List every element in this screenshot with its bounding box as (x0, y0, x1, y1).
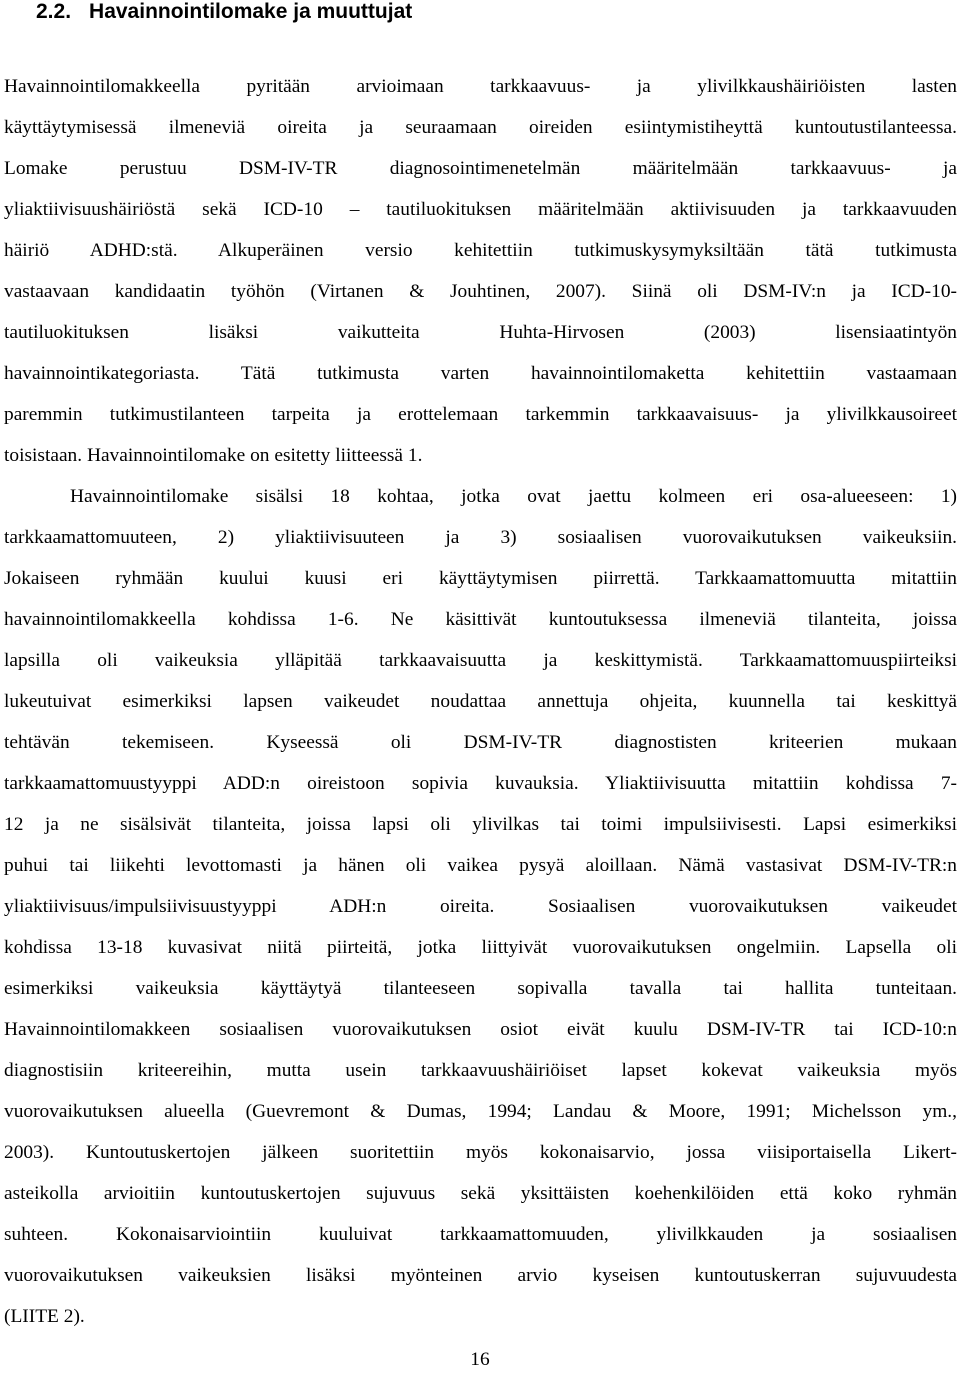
text-line: asteikolla arvioitiin kuntoutuskertojen sujuvuus sekä yksittäisten koehenkilöiden että koko ryhmän (4, 1183, 957, 1204)
text-line: yliaktiivisuus/impulsiivisuustyyppi ADH:n oireita. Sosiaalisen vuorovaikutuksen vaikeudet (4, 896, 957, 917)
text-line: puhui tai liikehti levottomasti ja hänen oli vaikea pysyä aloillaan. Nämä vastasivat DSM-IV-TR:n (4, 855, 957, 876)
section-number: 2.2. (36, 0, 72, 23)
text-line: Lomake perustuu DSM-IV-TR diagnosointimenetelmän määritelmään tarkkaavuus- ja (4, 158, 957, 179)
text-line: vuorovaikutuksen vaikeuksien lisäksi myönteinen arvio kyseisen kuntoutuskerran sujuvuudesta (4, 1265, 957, 1286)
text-line: 12 ja ne sisälsivät tilanteita, joissa lapsi oli ylivilkas tai toimi impulsiivisesti. Lapsi esimerkiksi (4, 814, 957, 835)
text-line: tarkkaamattomuustyyppi ADD:n oireistoon sopivia kuvauksia. Yliaktiivisuutta mitattiin kohdissa 7- (4, 773, 957, 794)
text-line: paremmin tutkimustilanteen tarpeita ja erottelemaan tarkemmin tarkkaavaisuus- ja ylivilkkausoireet (4, 404, 957, 425)
text-line: vastaavaan kandidaatin työhön (Virtanen & Jouhtinen, 2007). Siinä oli DSM-IV:n ja ICD-10- (4, 281, 957, 302)
text-line: häiriö ADHD:stä. Alkuperäinen versio kehitettiin tutkimuskysymyksiltään tätä tutkimusta (4, 240, 957, 261)
text-line: Havainnointilomake sisälsi 18 kohtaa, jotka ovat jaettu kolmeen eri osa-alueeseen: 1) (70, 486, 957, 507)
text-line: havainnointilomakkeella kohdissa 1-6. Ne käsittivät kuntoutuksessa ilmeneviä tilanteita, joissa (4, 609, 957, 630)
text-line: havainnointikategoriasta. Tätä tutkimusta varten havainnointilomaketta kehitettiin vastaamaan (4, 363, 957, 384)
section-heading (36, 0, 412, 28)
text-line: Havainnointilomakkeen sosiaalisen vuorovaikutuksen osiot eivät kuulu DSM-IV-TR tai ICD-10:n (4, 1019, 957, 1040)
text-line: lapsilla oli vaikeuksia ylläpitää tarkkaavaisuutta ja keskittymistä. Tarkkaamattomuuspiirteiksi (4, 650, 957, 671)
text-line: diagnostisiin kriteereihin, mutta usein tarkkaavuushäiriöiset lapset kokevat vaikeuksia myös (4, 1060, 957, 1081)
text-line: toisistaan. Havainnointilomake on esitetty liitteessä 1. (4, 445, 423, 466)
section-title: Havainnointilomake ja muuttujat (89, 0, 413, 23)
text-line: kohdissa 13-18 kuvasivat niitä piirteitä, jotka liittyivät vuorovaikutuksen ongelmiin. Lapsella oli (4, 937, 957, 958)
text-line: suhteen. Kokonaisarviointiin kuuluivat tarkkaamattomuuden, ylivilkkauden ja sosiaalisen (4, 1224, 957, 1245)
text-line: Jokaiseen ryhmään kuului kuusi eri käyttäytymisen piirrettä. Tarkkaamattomuutta mitattiin (4, 568, 957, 589)
text-line: tautiluokituksen lisäksi vaikutteita Huhta-Hirvosen (2003) lisensiaatintyön (4, 322, 957, 343)
text-line: vuorovaikutuksen alueella (Guevremont & Dumas, 1994; Landau & Moore, 1991; Michelsson ym., (4, 1101, 957, 1122)
page-number: 16 (470, 1349, 490, 1370)
text-line: (LIITE 2). (4, 1306, 85, 1327)
text-line: tehtävän tekemiseen. Kyseessä oli DSM-IV-TR diagnostisten kriteerien mukaan (4, 732, 957, 753)
text-line: tarkkaamattomuuteen, 2) yliaktiivisuuteen ja 3) sosiaalisen vuorovaikutuksen vaikeuksiin. (4, 527, 957, 548)
text-line: 2003). Kuntoutuskertojen jälkeen suoritettiin myös kokonaisarvio, jossa viisiportaisella Likert- (4, 1142, 957, 1163)
text-line: Havainnointilomakkeella pyritään arvioimaan tarkkaavuus- ja ylivilkkaushäiriöisten lasten (4, 76, 957, 97)
text-line: esimerkiksi vaikeuksia käyttäytyä tilanteeseen sopivalla tavalla tai hallita tunteitaan. (4, 978, 957, 999)
text-line: käyttäytymisessä ilmeneviä oireita ja seuraamaan oireiden esiintymistiheyttä kuntoutustilanteessa. (4, 117, 957, 138)
text-line: yliaktiivisuushäiriöstä sekä ICD-10 – tautiluokituksen määritelmään aktiivisuuden ja tarkkaavuuden (4, 199, 957, 220)
text-line: lukeutuivat esimerkiksi lapsen vaikeudet noudattaa annettuja ohjeita, kuunnella tai keskittyä (4, 691, 957, 712)
